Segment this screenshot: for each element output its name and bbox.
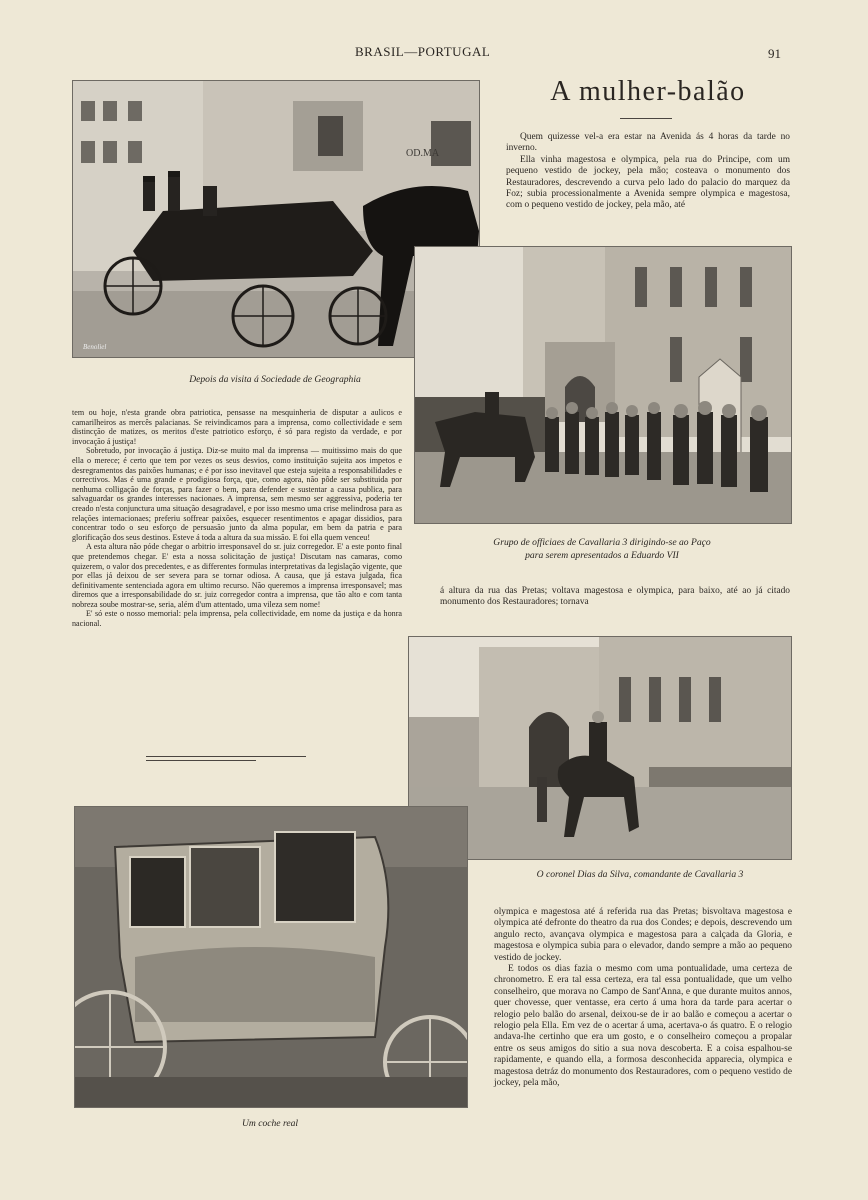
mid-paragraph: á altura da rua das Pretas; voltava magestosa e olympica, para baixo, até ao já citado monumento dos Restauradores; tornava [440,586,790,608]
photo-cavalry-officers [414,246,792,524]
separator-rule [146,756,306,757]
intro-paragraph: Quem quizesse vel-a era estar na Avenida ás 4 horas da tarde no inverno. [506,132,790,154]
memorial-paragraph: tem ou hoje, n'esta grande obra patriotica, pensasse na mesquinheria de disputar a aulicos e camarilheiros as mercês palacianas. Se reivindicamos para a imprensa, como collectividade e sem distincção de matizes, os meritos d'este patriotico esforço, é só para registo da verdade, e por invocação á justiça! [72,408,402,446]
closing-paragraph: olympica e magestosa até á referida rua das Pretas; bisvoltava magestosa e olympica até defronte do theatro da rua dos Condes; e depois, descrevendo um angulo recto, avançava olympica e magestosa para a calçada da Gloria, e magestosa e olympica subia para o elevador, dando sempre a mão ao pequeno vestido de jockey. [494,907,792,963]
intro-paragraph: Ella vinha magestosa e olympica, pela rua do Principe, com um pequeno vestido de jockey, pela mão; costeava o monumento dos Restauradores, descrevendo a curva pelo lado do palacio do marquez da Foz; subia processionalmente a Avenida sempre olympica e magestosa, com o pequeno vestido de jockey, pela mão, até [506,154,790,211]
article-mid [440,586,790,609]
memorial-paragraph: Sobretudo, por invocação á justiça. Diz-se muito mal da imprensa — muitissimo mais do que ella o merece; é certo que tem por vezes os seus desvios, como instituição sujeita aos impetos e desregramentos das paixões humanas; e é por isso inevitavel que esteja sujeita a responsabilidades e correctivos. Mas é uma grande e prodigiosa força, que, como agora, não pôde ser substituida por nenhuma colligação de forças, para fazer o bem, para defender e sustentar a causa publica, para salvaguardar os grandes interesses nacionaes. A imprensa, sem mesmo ser aggressiva, poderia ter creado n'esta conjunctura uma situação desagradavel, e por isso mesmo uma crise melindrosa para as relações internacionaes; preferiu soffrear paixões, esquecer resentimentos e apagar dissidios, para concentrar todo o seu esforço de persuasão junto da alma popular, em bem da patria e para glorificação dos seus destinos. Esteve á toda a altura da sua missão. E foi ella quem venceu! [72,446,402,542]
article-intro [506,132,790,212]
photographer-signature: Benoliel [83,343,107,351]
page-number: 91 [768,46,781,61]
memorial-paragraph: E' só este o nosso memorial: pela imprensa, pela collectividade, em nome da justiça e da honra nacional. [72,609,402,629]
shop-sign-text: OD.MA [406,148,440,159]
memorial-text [72,408,402,629]
caption-cavalry-officers [414,536,790,562]
caption-royal-coach: Um coche real [241,1118,299,1129]
title-underline [620,118,672,119]
caption-carriage: Depois da visita á Sociedade de Geographia [189,374,361,385]
caption-line: Grupo de officiaes de Cavallaria 3 dirigindo-se ao Paço [493,537,711,548]
photo-royal-coach [74,806,468,1108]
running-title: BRASIL—PORTUGAL [355,44,491,59]
caption-line: para serem apresentados a Eduardo VII [525,550,679,561]
article-title: A mulher-balão [550,76,746,107]
memorial-paragraph: A esta altura não póde chegar o arbitrio irresponsavel do sr. juiz corregedor. E' a este ponto final que pretendemos chegar. E' esta a nossa solicitação de justiça! Discutam nas camaras, como quizerem, o valor dos precedentes, e as differentes formulas interpretativas da legislação vigente, que por ellas já deixou de ser severa para se tornar odiosa. A causa, que já estava julgada, fica definitivamente sentenciada agora em ultimo recurso. Não queremos a imprensa irresponsavel; mas diremos que a irresponsabilidade do sr. juiz corregedor contra a imprensa, que tão alto e com tanta nobreza soube mostrar-se, seria, além d'um attentado, uma vileza sem nome! [72,542,402,609]
closing-paragraph: E todos os dias fazia o mesmo com uma pontualidade, uma certeza de chronometro. E era tal essa certeza, era tal essa pontualidade, que um velho conselheiro, que morava no Campo de Sant'Anna, e que durante muitos annos, quer chovesse, quer ventasse, era certo á uma hora da tarde para acertar o relogio pelo balão do arsenal, deixou-se de ir ao balão e começou a acertar o relogio pela Ella. Em vez de o acertar á uma, acertava-o ás quatro. E o relogio andava-lhe certinho que era um gosto, e o conselheiro começou a propalar entre os seus amigos do sitio a sua nova descoberta. E a coisa espalhou-se rapidamente, e quando ella, a formosa desconhecida apparecia, olympica e magestosa detráz do monumento dos Restauradores, com o pequeno vestido de jockey, pela mão, [494,964,792,1089]
separator-rule [146,760,256,761]
article-closing [494,907,792,1090]
caption-colonel: O coronel Dias da Silva, comandante de Cavallaria 3 [536,869,744,880]
